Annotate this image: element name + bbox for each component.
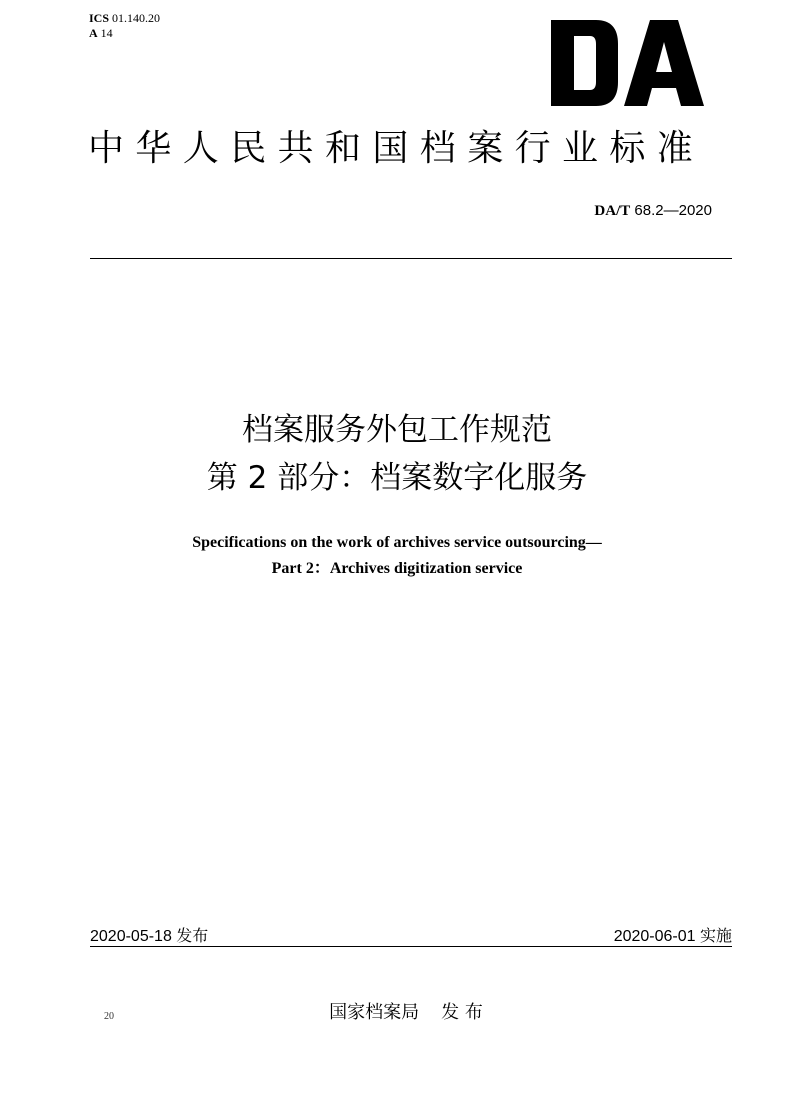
org-title: 中华人民共和国档案行业标准: [88, 128, 705, 169]
da-logo-letter-a: [624, 20, 704, 106]
publish-word: 发 布: [441, 1002, 483, 1023]
implementation-date: 2020-06-01 实施: [613, 928, 732, 945]
standard-prefix: DA/T: [594, 203, 631, 219]
class-line: [89, 26, 160, 41]
publisher-line: [0, 998, 794, 1024]
bottom-divider: [90, 946, 732, 947]
class-label: A: [89, 26, 98, 40]
class-code: 14: [100, 26, 113, 40]
english-title-line-1: Specifications on the work of archives service outsourcing—: [192, 534, 602, 551]
ics-code: 01.140.20: [112, 11, 161, 25]
top-divider: [90, 258, 732, 259]
ics-block: [89, 11, 160, 41]
chinese-title-line-2: 第 2 部分：档案数字化服务: [206, 460, 588, 496]
da-logo: [548, 18, 708, 108]
publisher-name: 国家档案局: [329, 1002, 420, 1023]
standard-number-value: 68.2—2020: [634, 202, 712, 219]
da-logo-letter-d: [551, 20, 618, 106]
ics-line: [89, 11, 160, 26]
english-title-line-2: Part 2：Archives digitization service: [271, 560, 523, 577]
page-number: 20: [104, 1011, 114, 1022]
chinese-title-line-1: 档案服务外包工作规范: [242, 412, 552, 448]
ics-label: ICS: [89, 11, 110, 25]
standard-number: [520, 202, 712, 220]
issue-date: 2020-05-18 发布: [90, 928, 209, 945]
